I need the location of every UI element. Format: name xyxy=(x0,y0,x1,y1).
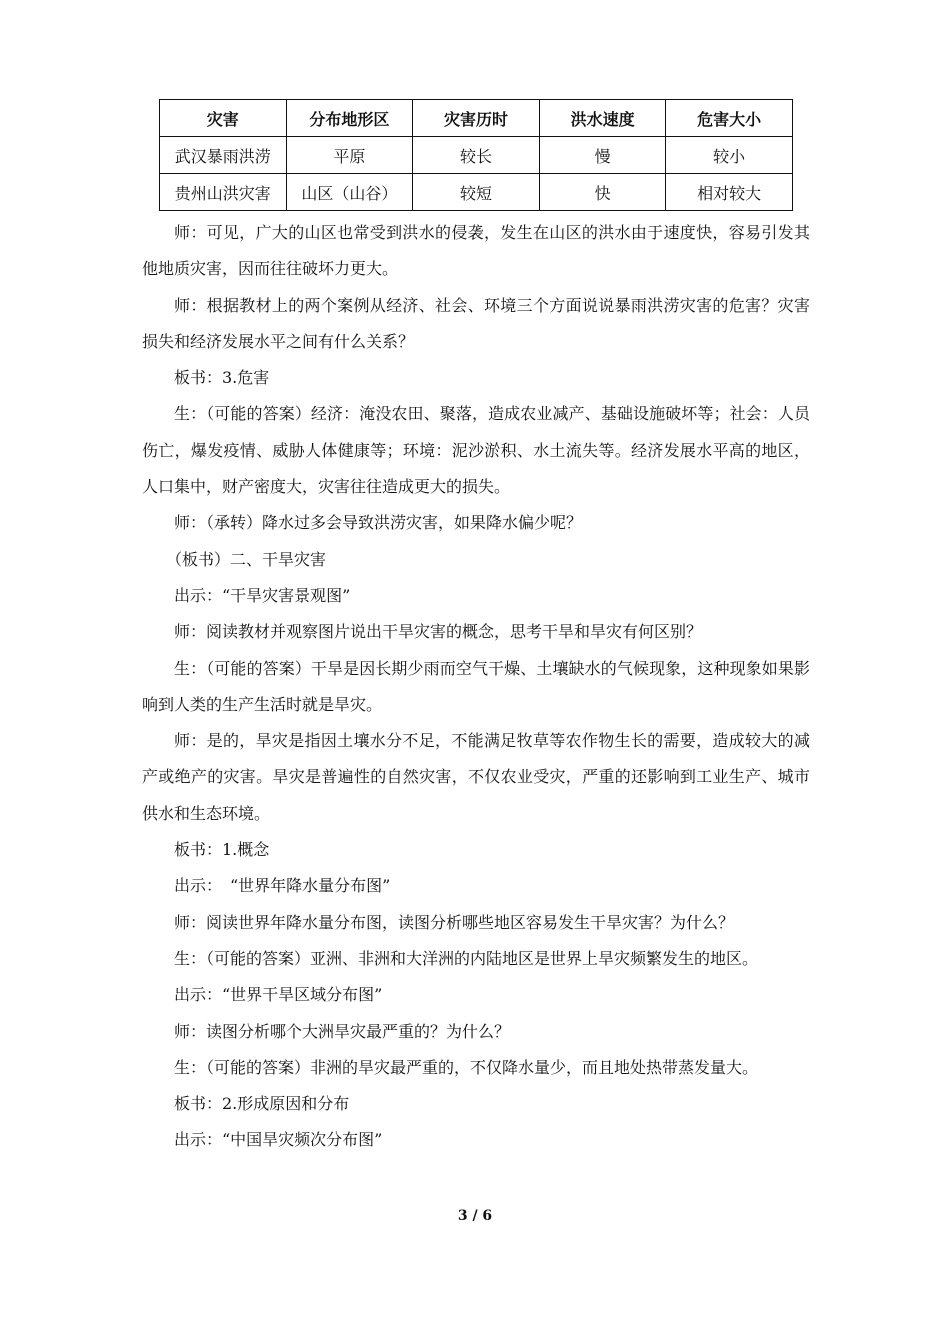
paragraph: 师：读图分析哪个大洲旱灾最严重的？为什么？ xyxy=(174,1021,511,1041)
table-cell: 贵州山洪灾害 xyxy=(160,174,287,211)
table-header-row xyxy=(160,100,793,137)
table-header-cell: 危害大小 xyxy=(666,100,793,137)
paragraph: 生：（可能的答案）亚洲、非洲和大洋洲的内陆地区是世界上旱灾频繁发生的地区。 xyxy=(174,948,759,968)
paragraph: 板书：1.概念 xyxy=(174,840,270,860)
table-row xyxy=(160,137,793,174)
disaster-comparison-table xyxy=(159,99,793,211)
paragraph: 板书：2.形成原因和分布 xyxy=(174,1094,350,1114)
table-cell: 快 xyxy=(539,174,666,211)
paragraph: （板书）二、干旱灾害 xyxy=(166,549,327,569)
table-header-cell: 灾害 xyxy=(160,100,287,137)
paragraph: 师：阅读教材并观察图片说出干旱灾害的概念，思考干旱和旱灾有何区别？ xyxy=(174,622,703,642)
paragraph: 师：（承转）降水过多会导致洪涝灾害，如果降水偏少呢？ xyxy=(174,513,583,533)
table-cell: 平原 xyxy=(286,137,413,174)
table-cell: 慢 xyxy=(539,137,666,174)
table-header-cell: 分布地形区 xyxy=(286,100,413,137)
paragraph: 板书：3.危害 xyxy=(174,368,270,388)
paragraph: 师：根据教材上的两个案例从经济、社会、环境三个方面说说暴雨洪涝灾害的危害？灾害损失和经济发展水平之间有什么关系？ xyxy=(142,295,810,351)
table-header-cell: 洪水速度 xyxy=(539,100,666,137)
table-cell: 武汉暴雨洪涝 xyxy=(160,137,287,174)
paragraph: 出示：“世界干旱区域分布图” xyxy=(174,985,383,1005)
table-cell: 较小 xyxy=(666,137,793,174)
paragraph: 师：可见，广大的山区也常受到洪水的侵袭，发生在山区的洪水由于速度快，容易引发其他地质灾害，因而往往破坏力更大。 xyxy=(142,223,810,279)
paragraph: 生：（可能的答案）经济：淹没农田、聚落，造成农业减产、基础设施破坏等；社会：人员伤亡，爆发疫情、威胁人体健康等；环境：泥沙淤积、水土流失等。经济发展水平高的地区，人口集中，财产密度大，灾害往往造成更大的损失。 xyxy=(142,404,810,497)
paragraph: 生：（可能的答案）干旱是因长期少雨而空气干燥、土壤缺水的气候现象，这种现象如果影响到人类的生产生活时就是旱灾。 xyxy=(142,658,810,714)
table-row xyxy=(160,174,793,211)
table-cell: 较长 xyxy=(413,137,540,174)
paragraph: 出示：“中国旱灾频次分布图” xyxy=(174,1130,383,1150)
lesson-body xyxy=(142,215,810,1159)
paragraph: 出示：“干旱灾害景观图” xyxy=(174,585,351,605)
page-number: 3 / 6 xyxy=(457,1208,493,1224)
paragraph: 出示： “世界年降水量分布图” xyxy=(174,876,391,896)
table-cell: 山区（山谷） xyxy=(286,174,413,211)
paragraph: 生：（可能的答案）非洲的旱灾最严重的，不仅降水量少，而且地处热带蒸发量大。 xyxy=(174,1057,759,1077)
paragraph: 师：阅读世界年降水量分布图，读图分析哪些地区容易发生干旱灾害？为什么？ xyxy=(174,912,735,932)
table-header-cell: 灾害历时 xyxy=(413,100,540,137)
paragraph: 师：是的，旱灾是指因土壤水分不足，不能满足牧草等农作物生长的需要，造成较大的减产或绝产的灾害。旱灾是普遍性的自然灾害，不仅农业受灾，严重的还影响到工业生产、城市供水和生态环境。 xyxy=(142,731,810,823)
table-cell: 较短 xyxy=(413,174,540,211)
table-cell: 相对较大 xyxy=(666,174,793,211)
